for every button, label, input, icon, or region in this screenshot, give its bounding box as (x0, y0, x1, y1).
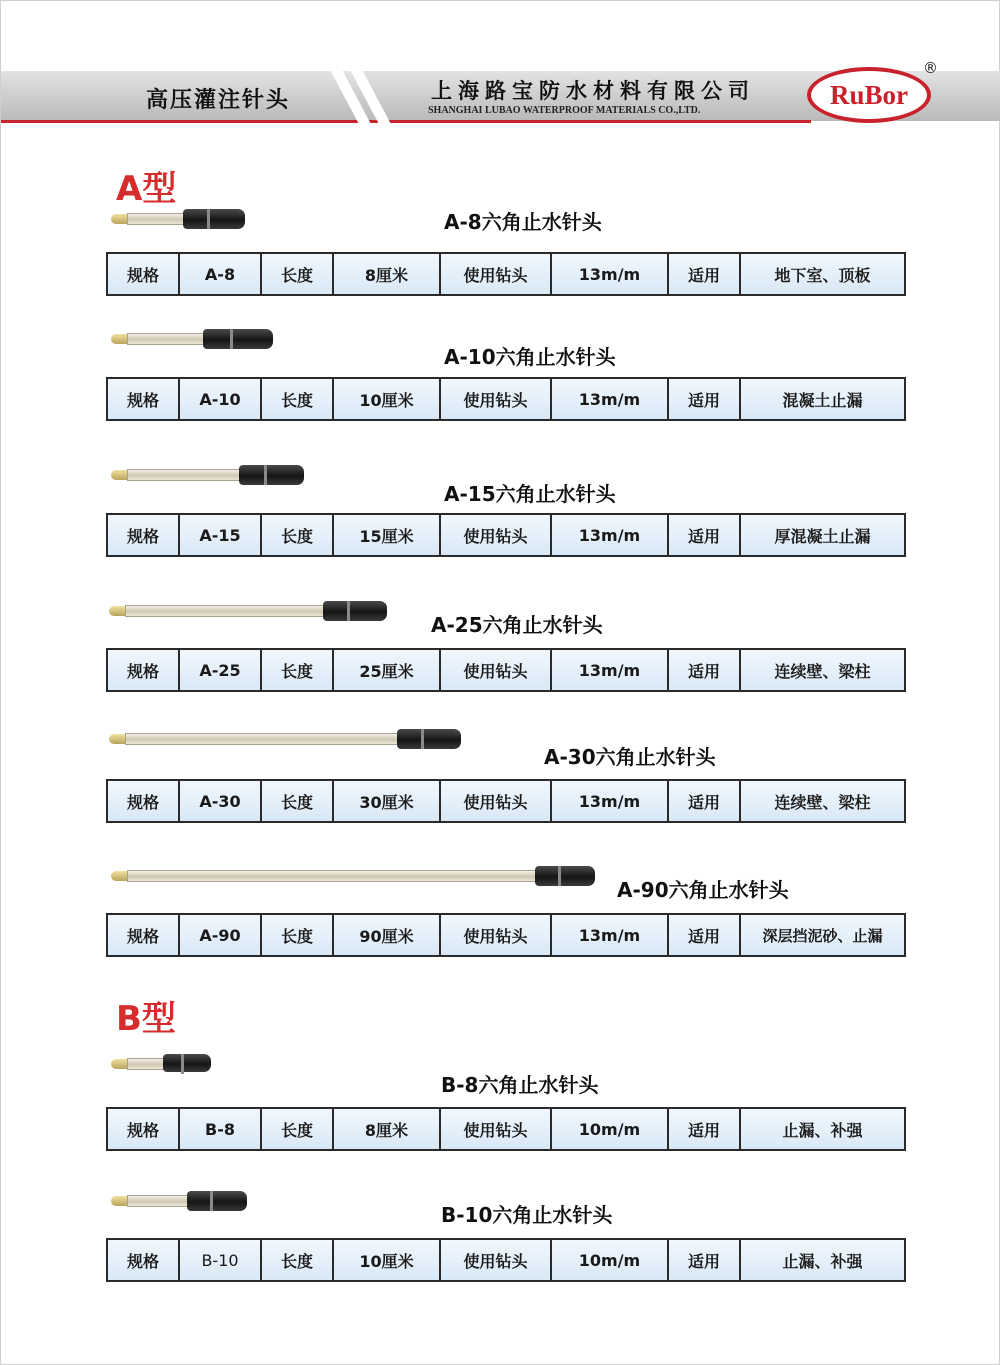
type-a-heading: A型 (116, 169, 177, 209)
spec-table (106, 913, 906, 957)
spec-label: 规格 (107, 1108, 179, 1150)
length-label: 长度 (261, 1239, 333, 1281)
apply-value: 止漏、补强 (740, 1108, 905, 1150)
length-label: 长度 (261, 649, 333, 691)
spec-table (106, 1238, 906, 1282)
apply-value: 地下室、顶板 (740, 253, 905, 295)
apply-label: 适用 (668, 1108, 740, 1150)
needle-image (111, 329, 273, 349)
spec-label: 规格 (107, 780, 179, 822)
brand-logo-text: RuBor (829, 79, 908, 110)
apply-label: 适用 (668, 1239, 740, 1281)
needle-image (111, 209, 245, 229)
needle-image (109, 601, 387, 621)
page-header (1, 1, 1000, 141)
apply-value: 混凝土止漏 (740, 378, 905, 420)
drill-value: 13m/m (551, 914, 668, 956)
spec-table (106, 377, 906, 421)
drill-value: 13m/m (551, 253, 668, 295)
length-label: 长度 (261, 914, 333, 956)
length-value: 15厘米 (333, 514, 440, 556)
product-title: A-15六角止水针头 (444, 482, 616, 506)
spec-label: 规格 (107, 253, 179, 295)
length-value: 8厘米 (333, 1108, 440, 1150)
spec-table (106, 1107, 906, 1151)
length-value: 90厘米 (333, 914, 440, 956)
drill-value: 13m/m (551, 514, 668, 556)
length-label: 长度 (261, 1108, 333, 1150)
drill-label: 使用钻头 (440, 1108, 551, 1150)
table-row (107, 1108, 905, 1150)
apply-value: 连续壁、梁柱 (740, 780, 905, 822)
product-title: B-10六角止水针头 (441, 1203, 613, 1227)
product-title: B-8六角止水针头 (441, 1073, 599, 1097)
product-title: A-10六角止水针头 (444, 345, 616, 369)
product-title: A-90六角止水针头 (617, 878, 789, 902)
apply-label: 适用 (668, 649, 740, 691)
spec-table (106, 648, 906, 692)
spec-label: 规格 (107, 514, 179, 556)
spec-label: 规格 (107, 649, 179, 691)
length-value: 10厘米 (333, 378, 440, 420)
spec-label: 规格 (107, 378, 179, 420)
length-label: 长度 (261, 378, 333, 420)
brand-logo (807, 67, 931, 123)
drill-label: 使用钻头 (440, 780, 551, 822)
spec-value: A-90 (179, 914, 261, 956)
spec-table (106, 513, 906, 557)
length-label: 长度 (261, 780, 333, 822)
needle-image (109, 729, 461, 749)
drill-label: 使用钻头 (440, 914, 551, 956)
spec-label: 规格 (107, 914, 179, 956)
apply-value: 止漏、补强 (740, 1239, 905, 1281)
needle-image (111, 1054, 211, 1074)
needle-image (111, 1191, 247, 1211)
apply-label: 适用 (668, 914, 740, 956)
header-red-line (1, 120, 811, 123)
drill-label: 使用钻头 (440, 1239, 551, 1281)
needle-image (111, 465, 304, 485)
spec-value: A-8 (179, 253, 261, 295)
table-row (107, 378, 905, 420)
drill-label: 使用钻头 (440, 378, 551, 420)
apply-value: 深层挡泥砂、止漏 (740, 914, 905, 956)
apply-value: 厚混凝土止漏 (740, 514, 905, 556)
table-row (107, 914, 905, 956)
spec-label: 规格 (107, 1239, 179, 1281)
table-row (107, 780, 905, 822)
length-label: 长度 (261, 253, 333, 295)
registered-mark-icon: ® (923, 59, 938, 77)
length-label: 长度 (261, 514, 333, 556)
drill-value: 13m/m (551, 780, 668, 822)
product-title: A-8六角止水针头 (444, 210, 602, 234)
apply-label: 适用 (668, 780, 740, 822)
apply-label: 适用 (668, 514, 740, 556)
needle-image (111, 866, 595, 886)
apply-label: 适用 (668, 378, 740, 420)
apply-value: 连续壁、梁柱 (740, 649, 905, 691)
table-row (107, 649, 905, 691)
spec-value: A-15 (179, 514, 261, 556)
company-name-en: SHANGHAI LUBAO WATERPROOF MATERIALS CO.,LTD. (428, 105, 701, 116)
drill-label: 使用钻头 (440, 514, 551, 556)
table-row (107, 253, 905, 295)
drill-value: 13m/m (551, 378, 668, 420)
drill-label: 使用钻头 (440, 253, 551, 295)
spec-value: B-10 (179, 1239, 261, 1281)
table-row (107, 1239, 905, 1281)
type-b-heading: B型 (116, 999, 176, 1039)
table-row (107, 514, 905, 556)
drill-value: 10m/m (551, 1108, 668, 1150)
header-product-title: 高压灌注针头 (146, 88, 291, 113)
drill-label: 使用钻头 (440, 649, 551, 691)
spec-value: A-25 (179, 649, 261, 691)
apply-label: 适用 (668, 253, 740, 295)
length-value: 25厘米 (333, 649, 440, 691)
company-name-cn: 上海路宝防水材料有限公司 (431, 79, 755, 103)
drill-value: 13m/m (551, 649, 668, 691)
spec-value: A-30 (179, 780, 261, 822)
spec-value: A-10 (179, 378, 261, 420)
drill-value: 10m/m (551, 1239, 668, 1281)
spec-value: B-8 (179, 1108, 261, 1150)
product-title: A-25六角止水针头 (431, 613, 603, 637)
length-value: 8厘米 (333, 253, 440, 295)
length-value: 10厘米 (333, 1239, 440, 1281)
length-value: 30厘米 (333, 780, 440, 822)
product-title: A-30六角止水针头 (544, 745, 716, 769)
spec-table (106, 779, 906, 823)
spec-table (106, 252, 906, 296)
